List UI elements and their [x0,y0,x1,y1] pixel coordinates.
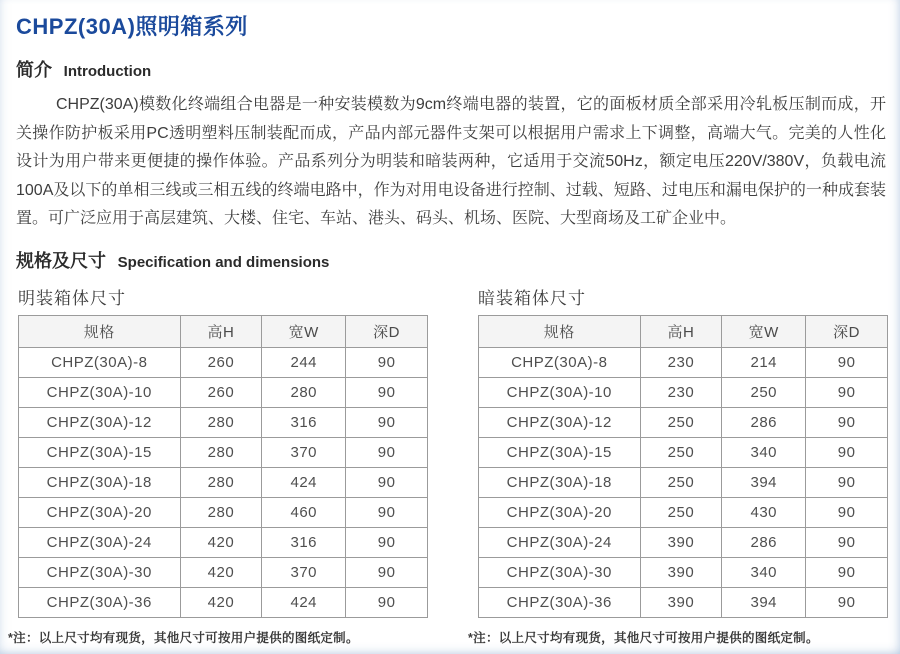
table-cell: 90 [806,437,888,467]
table-cell: 280 [180,497,262,527]
table-row [19,377,428,407]
table-cell: 460 [262,497,346,527]
spec-heading-zh: 规格及尺寸 [16,250,106,271]
table-cell: 394 [722,587,806,617]
table-cell: 230 [640,347,722,377]
table-cell: 214 [722,347,806,377]
table-cell: 280 [180,437,262,467]
flush-mounted-table-block [468,284,888,646]
table-cell: 390 [640,557,722,587]
table-cell: 90 [346,557,428,587]
table-cell: 90 [806,587,888,617]
flush-mounted-footnote: *注：以上尺寸均有现货，其他尺寸可按用户提供的图纸定制。 [468,630,819,645]
table-cell: CHPZ(30A)-12 [479,407,641,437]
table-cell: 420 [180,557,262,587]
table-row [479,347,888,377]
table-header-cell: 深D [806,315,888,347]
table-row [19,467,428,497]
table-cell: 90 [806,377,888,407]
table-cell: 424 [262,467,346,497]
table-cell: 250 [640,497,722,527]
table-cell: 90 [346,527,428,557]
table-row [479,557,888,587]
table-header-cell: 宽W [262,315,346,347]
table-cell: 340 [722,437,806,467]
table-row [479,527,888,557]
table-cell: 250 [640,437,722,467]
table-cell: 286 [722,527,806,557]
table-cell: 230 [640,377,722,407]
table-cell: 340 [722,557,806,587]
table-cell: 90 [346,437,428,467]
intro-heading-zh: 简介 [16,60,52,80]
table-cell: 90 [346,407,428,437]
table-cell: 90 [806,467,888,497]
table-cell: 90 [346,377,428,407]
table-cell: CHPZ(30A)-36 [479,587,641,617]
table-cell: 90 [806,527,888,557]
table-cell: 420 [180,527,262,557]
table-cell: 370 [262,437,346,467]
table-cell: CHPZ(30A)-30 [19,557,181,587]
table-cell: 244 [262,347,346,377]
table-header-cell: 规格 [19,315,181,347]
flush-mounted-table [478,315,888,618]
table-row [19,347,428,377]
table-cell: CHPZ(30A)-10 [479,377,641,407]
table-cell: CHPZ(30A)-18 [479,467,641,497]
table-cell: 250 [640,467,722,497]
table-cell: 250 [640,407,722,437]
table-header-cell: 高H [180,315,262,347]
table-cell: 390 [640,587,722,617]
table-cell: 250 [722,377,806,407]
table-cell: 420 [180,587,262,617]
table-cell: CHPZ(30A)-24 [479,527,641,557]
table-cell: 260 [180,347,262,377]
table-cell: 90 [346,467,428,497]
table-row [479,437,888,467]
table-cell: 316 [262,527,346,557]
table-cell: CHPZ(30A)-12 [19,407,181,437]
table-cell: 90 [346,587,428,617]
table-cell: 90 [806,407,888,437]
surface-mounted-footnote: *注：以上尺寸均有现货，其他尺寸可按用户提供的图纸定制。 [8,630,359,645]
table-cell: 90 [806,497,888,527]
table-cell: 90 [806,347,888,377]
table-row [479,407,888,437]
table-header-cell: 规格 [479,315,641,347]
table-cell: 260 [180,377,262,407]
table-row [19,557,428,587]
table-row [19,437,428,467]
table-cell: CHPZ(30A)-15 [19,437,181,467]
table-cell: CHPZ(30A)-18 [19,467,181,497]
table-cell: 280 [180,407,262,437]
surface-mounted-table-title: 明装箱体尺寸 [18,288,126,308]
table-row [479,497,888,527]
spec-heading-en: Specification and dimensions [117,253,330,271]
table-cell: 90 [346,497,428,527]
table-cell: CHPZ(30A)-24 [19,527,181,557]
intro-paragraph: CHPZ(30A)模数化终端组合电器是一种安装模数为9cm终端电器的装置，它的面板材质全部采用冷轧板压制而成，开关操作防护板采用PC透明塑料压制装配而成，产品内部元器件支架可以根据用户需求上下调整，高端大气。完美的人性化设计为用户带来更便捷的操作体验。产品系列分为明装和暗装两种，它适用于交流50Hz，额定电压220V/380V，负载电流100A及以下的单相三线或三相五线的终端电路中，作为对用电设备进行控制、过载、短路、过电压和漏电保护的一种成套装置。可广泛应用于高层建筑、大楼、住宅、车站、港头、码头、机场、医院、大型商场及工矿企业中。 [16,96,886,227]
table-cell: 430 [722,497,806,527]
table-header-row [479,315,888,347]
table-cell: CHPZ(30A)-10 [19,377,181,407]
intro-section-heading [16,55,890,83]
table-cell: 90 [806,557,888,587]
table-cell: CHPZ(30A)-8 [19,347,181,377]
table-cell: 280 [180,467,262,497]
table-cell: 394 [722,467,806,497]
table-cell: CHPZ(30A)-20 [479,497,641,527]
spec-section-heading [16,246,890,274]
flush-mounted-table-title: 暗装箱体尺寸 [478,288,586,308]
table-cell: CHPZ(30A)-20 [19,497,181,527]
table-header-cell: 高H [640,315,722,347]
table-cell: 286 [722,407,806,437]
spec-tables-container [8,284,890,646]
table-cell: CHPZ(30A)-30 [479,557,641,587]
table-cell: 316 [262,407,346,437]
table-cell: 390 [640,527,722,557]
table-row [479,587,888,617]
surface-mounted-table [18,315,428,618]
surface-mounted-table-block [8,284,428,646]
intro-heading-en: Introduction [63,63,152,80]
table-cell: CHPZ(30A)-15 [479,437,641,467]
table-row [19,407,428,437]
table-cell: 280 [262,377,346,407]
table-row [479,467,888,497]
table-row [19,527,428,557]
table-row [19,587,428,617]
table-cell: 90 [346,347,428,377]
table-header-cell: 深D [346,315,428,347]
table-header-row [19,315,428,347]
table-cell: CHPZ(30A)-36 [19,587,181,617]
table-cell: CHPZ(30A)-8 [479,347,641,377]
table-row [479,377,888,407]
table-cell: 370 [262,557,346,587]
table-row [19,497,428,527]
table-header-cell: 宽W [722,315,806,347]
page-title: CHPZ(30A)照明箱系列 [16,14,248,39]
table-cell: 424 [262,587,346,617]
